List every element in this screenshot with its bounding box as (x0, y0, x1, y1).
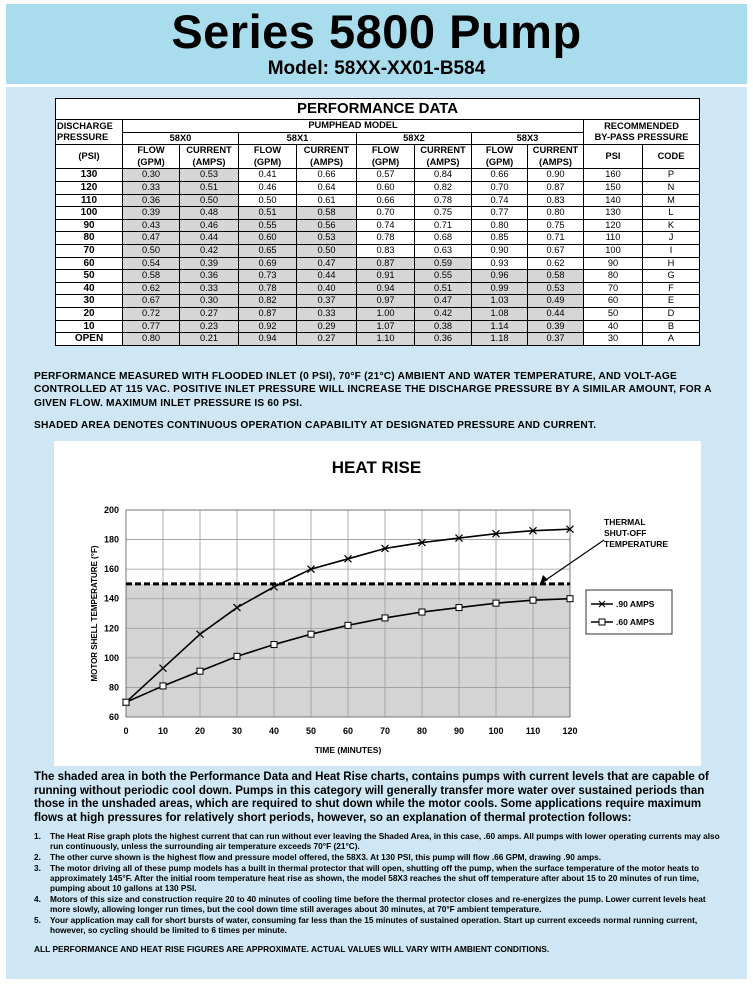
square-marker (345, 622, 351, 628)
discharge-label: DISCHARGE (57, 120, 113, 131)
current-cell: 0.83 (528, 194, 584, 207)
bypass-psi-cell: 30 (584, 333, 643, 346)
y-tick-label: 140 (103, 593, 119, 604)
current-cell: 0.42 (415, 307, 472, 320)
bypass-psi-cell: 70 (584, 282, 643, 295)
flow-cell: 0.58 (123, 270, 180, 283)
model-number: Model: 58XX-XX01-B584 (267, 58, 486, 79)
pressure-cell: 30 (56, 295, 123, 308)
current-cell: 0.53 (528, 282, 584, 295)
bypass-psi-cell: 160 (584, 169, 643, 182)
pressure-cell: OPEN (56, 333, 123, 346)
x-tick-label: 120 (562, 726, 578, 736)
pumphead-model-header: PUMPHEAD MODEL (123, 120, 584, 133)
bypass-psi-cell: 110 (584, 232, 643, 245)
current-cell: 0.66 (297, 169, 357, 182)
code-cell: G (643, 270, 700, 283)
flow-cell: 0.90 (472, 244, 528, 257)
code-cell: F (643, 282, 700, 295)
flow-cell: 0.80 (123, 333, 180, 346)
x-tick-label: 100 (488, 726, 504, 736)
flow-cell: 0.74 (357, 219, 415, 232)
flow-cell: 0.57 (357, 169, 415, 182)
current-cell: 0.56 (297, 219, 357, 232)
list-item (34, 852, 724, 862)
flow-cell: 0.73 (239, 270, 297, 283)
list-item (34, 831, 724, 851)
flow-header: FLOW (GPM) (123, 145, 180, 169)
square-marker (234, 653, 240, 659)
x-tick-label: 30 (231, 726, 243, 736)
pressure-cell: 40 (56, 282, 123, 295)
x-tick-label: 90 (453, 726, 465, 736)
square-marker (456, 605, 462, 611)
x-axis-label: TIME (MINUTES) (314, 745, 382, 755)
x-tick-label: 70 (379, 726, 391, 736)
flow-cell: 0.54 (123, 257, 180, 270)
flow-cell: 0.67 (123, 295, 180, 308)
list-number: 3. (34, 862, 41, 873)
code-header: CODE (643, 145, 700, 169)
list-text: Motors of this size and construction require 20 to 40 minutes of cooling time before the thermal protector closes and re-energizes the pump. Lower current levels heat more slowly, allowing longer run times, but the cool down time still averages about 30 minutes, at 70°F ambient temperature. (50, 894, 706, 915)
bypass-psi-cell: 140 (584, 194, 643, 207)
flow-cell: 1.18 (472, 333, 528, 346)
flow-cell: 0.66 (472, 169, 528, 182)
current-cell: 0.44 (528, 307, 584, 320)
pressure-cell: 100 (56, 207, 123, 220)
list-number: 1. (34, 831, 41, 841)
footer-disclaimer: ALL PERFORMANCE AND HEAT RISE FIGURES ARE APPROXIMATE. ACTUAL VALUES WILL VARY WITH AMBIENT CONDITIONS. (34, 944, 550, 954)
flow-header: FLOW (GPM) (472, 145, 528, 169)
flow-cell: 0.93 (472, 257, 528, 270)
flow-cell: 0.60 (357, 181, 415, 194)
pressure-cell: 80 (56, 232, 123, 245)
flow-cell: 0.70 (357, 207, 415, 220)
code-cell: A (643, 333, 700, 346)
chart-title: HEAT RISE (331, 458, 422, 477)
flow-cell: 0.77 (472, 207, 528, 220)
flow-cell: 0.85 (472, 232, 528, 245)
code-cell: J (643, 232, 700, 245)
flow-cell: 0.87 (239, 307, 297, 320)
threshold-label: TEMPERATURE (604, 539, 669, 549)
flow-cell: 1.00 (357, 307, 415, 320)
current-cell: 0.42 (180, 244, 239, 257)
square-marker (197, 668, 203, 674)
x-tick-label: 80 (416, 726, 428, 736)
current-cell: 0.63 (415, 244, 472, 257)
model-header: 58X0 (123, 132, 239, 145)
flow-cell: 0.78 (239, 282, 297, 295)
pressure-cell: 10 (56, 320, 123, 333)
list-number: 5. (34, 915, 41, 925)
list-text: The motor driving all of these pump models has a built in thermal protector that will open, shutting off the pump, when the surface temperature of the motor heats to approximately 145°F. After the initial room temperature heat rise as shown, the model 58X3 reaches the shut off temperature after about 15 to 20 minutes of run time, pumping about 10 gallons at 130 PSI. (50, 862, 700, 894)
current-cell: 0.80 (528, 207, 584, 220)
current-cell: 0.37 (297, 295, 357, 308)
flow-cell: 0.94 (357, 282, 415, 295)
code-cell: I (643, 244, 700, 257)
square-marker (160, 683, 166, 689)
current-cell: 0.47 (297, 257, 357, 270)
current-cell: 0.33 (297, 307, 357, 320)
current-cell: 0.38 (415, 320, 472, 333)
flow-cell: 1.10 (357, 333, 415, 346)
square-marker (567, 596, 573, 602)
flow-header: FLOW (GPM) (357, 145, 415, 169)
flow-cell: 0.91 (357, 270, 415, 283)
square-marker (530, 597, 536, 603)
flow-cell: 0.78 (357, 232, 415, 245)
pressure-cell: 20 (56, 307, 123, 320)
current-cell: 0.27 (180, 307, 239, 320)
current-cell: 0.61 (297, 194, 357, 207)
bypass-psi-header: PSI (584, 145, 643, 169)
y-axis-label: MOTOR SHELL TEMPERATURE (°F) (90, 545, 99, 682)
current-cell: 0.68 (415, 232, 472, 245)
current-cell: 0.90 (528, 169, 584, 182)
flow-cell: 0.30 (123, 169, 180, 182)
current-cell: 0.36 (180, 270, 239, 283)
x-tick-label: 20 (194, 726, 206, 736)
bypass-psi-cell: 130 (584, 207, 643, 220)
flow-cell: 0.69 (239, 257, 297, 270)
current-cell: 0.75 (415, 207, 472, 220)
pressure-cell: 60 (56, 257, 123, 270)
x-tick-label: 110 (525, 726, 541, 736)
code-cell: H (643, 257, 700, 270)
code-cell: M (643, 194, 700, 207)
model-header: 58X2 (357, 132, 472, 145)
list-text: The Heat Rise graph plots the highest current that can run without ever leaving the Shaded Area, in this case, .60 amps. All pumps with lower operating currents may also run continuously, unless the surrounding air temperature exceeds 70°F (21°C). (50, 831, 720, 852)
square-marker (271, 642, 277, 648)
flow-cell: 0.43 (123, 219, 180, 232)
flow-cell: 0.51 (239, 207, 297, 220)
flow-cell: 1.07 (357, 320, 415, 333)
flow-cell: 0.99 (472, 282, 528, 295)
flow-cell: 0.70 (472, 181, 528, 194)
flow-cell: 0.65 (239, 244, 297, 257)
flow-cell: 0.82 (239, 295, 297, 308)
current-header: CURRENT (AMPS) (415, 145, 472, 169)
current-cell: 0.44 (297, 270, 357, 283)
pressure-cell: 70 (56, 244, 123, 257)
legend-box (586, 590, 672, 634)
current-cell: 0.49 (528, 295, 584, 308)
flow-cell: 0.46 (239, 181, 297, 194)
current-cell: 0.50 (180, 194, 239, 207)
list-item (34, 894, 724, 914)
flow-header: FLOW (GPM) (239, 145, 297, 169)
current-cell: 0.55 (415, 270, 472, 283)
x-tick-label: 0 (123, 726, 129, 736)
pressure-label: PRESSURE (57, 132, 109, 143)
current-cell: 0.67 (528, 244, 584, 257)
current-cell: 0.62 (528, 257, 584, 270)
current-header: CURRENT (AMPS) (180, 145, 239, 169)
pressure-cell: 110 (56, 194, 123, 207)
pressure-cell: 130 (56, 169, 123, 182)
page-title: Series 5800 Pump (171, 5, 582, 58)
current-cell: 0.84 (415, 169, 472, 182)
list-number: 4. (34, 894, 41, 904)
current-cell: 0.37 (528, 333, 584, 346)
flow-cell: 0.41 (239, 169, 297, 182)
y-tick-label: 100 (103, 652, 119, 663)
y-tick-label: 180 (103, 534, 119, 545)
current-cell: 0.30 (180, 295, 239, 308)
current-header: CURRENT (AMPS) (297, 145, 357, 169)
flow-cell: 0.60 (239, 232, 297, 245)
code-cell: N (643, 181, 700, 194)
flow-cell: 0.39 (123, 207, 180, 220)
current-cell: 0.59 (415, 257, 472, 270)
flow-cell: 0.50 (239, 194, 297, 207)
y-tick-label: 60 (108, 712, 119, 722)
flow-cell: 0.94 (239, 333, 297, 346)
code-cell: E (643, 295, 700, 308)
flow-cell: 0.36 (123, 194, 180, 207)
flow-cell: 1.08 (472, 307, 528, 320)
current-cell: 0.75 (528, 219, 584, 232)
current-cell: 0.87 (528, 181, 584, 194)
y-tick-label: 200 (103, 505, 119, 515)
flow-cell: 0.55 (239, 219, 297, 232)
bypass-psi-cell: 150 (584, 181, 643, 194)
model-header: 58X1 (239, 132, 357, 145)
flow-cell: 0.77 (123, 320, 180, 333)
pressure-cell: 120 (56, 181, 123, 194)
bypass-psi-cell: 40 (584, 320, 643, 333)
flow-cell: 0.50 (123, 244, 180, 257)
list-text: The other curve shown is the highest flow and pressure model offered, the 58X3. At 130 PSI, this pump will flow .66 GPM, drawing .90 amps. (50, 852, 602, 862)
y-tick-label: 160 (103, 564, 119, 575)
current-cell: 0.53 (297, 232, 357, 245)
square-marker (493, 600, 499, 606)
legend-label: .60 AMPS (616, 617, 655, 627)
bypass-psi-cell: 80 (584, 270, 643, 283)
code-cell: B (643, 320, 700, 333)
current-cell: 0.21 (180, 333, 239, 346)
bypass-psi-cell: 60 (584, 295, 643, 308)
code-cell: K (643, 219, 700, 232)
pressure-cell: 90 (56, 219, 123, 232)
x-tick-label: 60 (342, 726, 354, 736)
description-paragraph: The shaded area in both the Performance Data and Heat Rise charts, contains pumps with current levels that are capable of running without periodic cool down. Pumps in this category will generally transfer more water over sustained periods than those in the unshaded areas, which are required to shut down while the motor cools. Some applications require maximum flows at high pressures for relatively short periods, however, so an explanation of thermal protection follows: (34, 771, 709, 824)
pressure-cell: 50 (56, 270, 123, 283)
flow-cell: 1.14 (472, 320, 528, 333)
x-tick-label: 40 (268, 726, 280, 736)
square-marker (382, 615, 388, 621)
current-cell: 0.46 (180, 219, 239, 232)
flow-cell: 0.74 (472, 194, 528, 207)
bypass-psi-cell: 120 (584, 219, 643, 232)
thermal-protection-list (34, 831, 724, 936)
psi-unit-header: (PSI) (56, 145, 123, 169)
current-cell: 0.40 (297, 282, 357, 295)
square-marker (123, 699, 129, 705)
current-cell: 0.50 (297, 244, 357, 257)
y-tick-label: 80 (108, 682, 119, 693)
flow-cell: 0.62 (123, 282, 180, 295)
list-item (34, 915, 724, 935)
bypass-pressure-label: BY-PASS PRESSURE (594, 132, 689, 143)
current-cell: 0.23 (180, 320, 239, 333)
bypass-psi-cell: 50 (584, 307, 643, 320)
flow-cell: 0.87 (357, 257, 415, 270)
current-cell: 0.71 (415, 219, 472, 232)
x-tick-label: 50 (305, 726, 317, 736)
legend-label: .90 AMPS (616, 599, 655, 609)
flow-cell: 0.72 (123, 307, 180, 320)
square-marker (419, 609, 425, 615)
current-cell: 0.48 (180, 207, 239, 220)
y-tick-label: 120 (103, 623, 119, 634)
model-header: 58X3 (472, 132, 584, 145)
list-number: 2. (34, 852, 41, 862)
current-cell: 0.58 (297, 207, 357, 220)
current-cell: 0.64 (297, 181, 357, 194)
x-tick-label: 10 (157, 726, 169, 736)
threshold-label: THERMAL (604, 517, 646, 527)
current-cell: 0.29 (297, 320, 357, 333)
measurement-note: PERFORMANCE MEASURED WITH FLOODED INLET (0 PSI), 70°F (21°C) AMBIENT AND WATER TEMPERATURE, AND VOLT-AGE CONTROLLED AT 115 VAC. POSITIVE INLET PRESSURE WILL INCREASE THE DISCHARGE PRESSURE BY A SIMILAR AMOUNT, FOR A GIVEN FLOW. MAXIMUM INLET PRESSURE IS 60 PSI. (34, 371, 712, 409)
current-cell: 0.39 (180, 257, 239, 270)
flow-cell: 0.66 (357, 194, 415, 207)
flow-cell: 0.80 (472, 219, 528, 232)
shaded-area-note: SHADED AREA DENOTES CONTINUOUS OPERATION CAPABILITY AT DESIGNATED PRESSURE AND CURRENT. (34, 420, 597, 431)
current-cell: 0.71 (528, 232, 584, 245)
current-cell: 0.36 (415, 333, 472, 346)
current-cell: 0.27 (297, 333, 357, 346)
current-cell: 0.53 (180, 169, 239, 182)
flow-cell: 0.92 (239, 320, 297, 333)
code-cell: D (643, 307, 700, 320)
flow-cell: 0.96 (472, 270, 528, 283)
annotation-arrow-line (540, 540, 604, 584)
current-cell: 0.33 (180, 282, 239, 295)
list-text: Your application may call for short bursts of water, consuming far less than the 15 minutes of sustained operation. Start up current exceeds normal running current, however, so cycling should be limited to 6 times per minute. (50, 915, 698, 936)
bypass-psi-cell: 100 (584, 244, 643, 257)
legend-square-marker (599, 619, 605, 625)
current-cell: 0.82 (415, 181, 472, 194)
current-cell: 0.47 (415, 295, 472, 308)
current-cell: 0.58 (528, 270, 584, 283)
current-cell: 0.51 (415, 282, 472, 295)
recommended-label: RECOMMENDED (604, 120, 679, 131)
current-cell: 0.78 (415, 194, 472, 207)
flow-cell: 0.83 (357, 244, 415, 257)
flow-cell: 0.33 (123, 181, 180, 194)
list-item (34, 863, 724, 894)
code-cell: P (643, 169, 700, 182)
flow-cell: 0.97 (357, 295, 415, 308)
current-cell: 0.44 (180, 232, 239, 245)
bypass-psi-cell: 90 (584, 257, 643, 270)
flow-cell: 1.03 (472, 295, 528, 308)
current-header: CURRENT (AMPS) (528, 145, 584, 169)
current-cell: 0.51 (180, 181, 239, 194)
square-marker (308, 631, 314, 637)
table-title: PERFORMANCE DATA (56, 99, 700, 120)
threshold-label: SHUT-OFF (604, 528, 647, 538)
flow-cell: 0.47 (123, 232, 180, 245)
code-cell: L (643, 207, 700, 220)
current-cell: 0.39 (528, 320, 584, 333)
